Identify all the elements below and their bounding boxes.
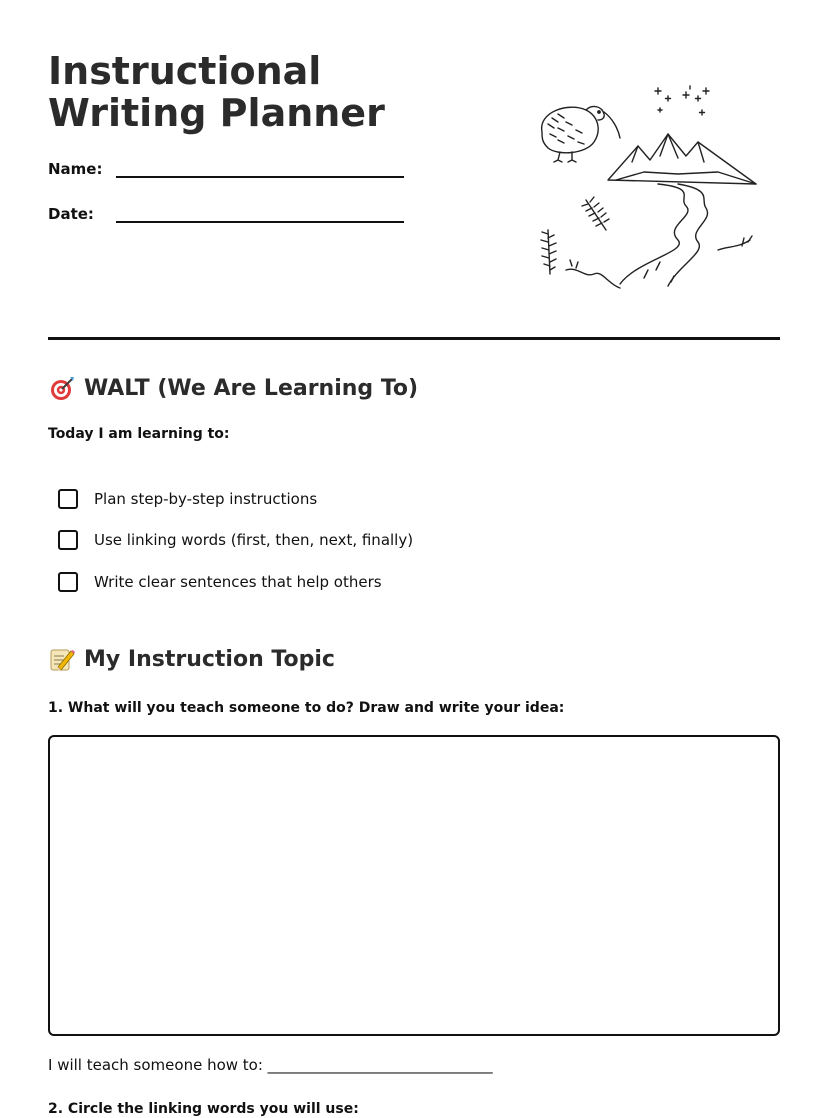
checklist-item-label: Plan step-by-step instructions xyxy=(94,490,318,508)
mountains-icon xyxy=(608,134,756,184)
name-field[interactable] xyxy=(48,158,404,178)
date-label: Date: xyxy=(48,205,94,223)
ground-icon xyxy=(566,260,620,288)
section-divider xyxy=(48,337,780,340)
checklist-item-label: Use linking words (first, then, next, finally) xyxy=(94,531,414,549)
walt-intro: Today I am learning to: xyxy=(48,426,230,442)
kiwi-mountains-illustration xyxy=(528,80,768,295)
memo-pencil-icon xyxy=(48,645,76,673)
topic-heading xyxy=(48,645,335,673)
date-line[interactable] xyxy=(116,203,404,223)
teach-prompt[interactable]: I will teach someone how to: ______________________________ xyxy=(48,1056,493,1074)
stars-icon xyxy=(655,86,709,115)
topic-heading-text: My Instruction Topic xyxy=(84,646,335,672)
walt-checklist-item[interactable] xyxy=(58,572,382,592)
checkbox[interactable] xyxy=(58,530,78,550)
walt-checklist-item[interactable] xyxy=(58,489,317,509)
question-2: 2. Circle the linking words you will use: xyxy=(48,1101,359,1117)
name-label: Name: xyxy=(48,160,103,178)
date-field[interactable] xyxy=(48,203,404,223)
question-1: 1. What will you teach someone to do? Draw and write your idea: xyxy=(48,700,565,716)
checkbox[interactable] xyxy=(58,572,78,592)
fern-icon xyxy=(541,197,609,274)
walt-heading xyxy=(48,374,418,402)
walt-heading-text: WALT (We Are Learning To) xyxy=(84,375,419,401)
river-icon xyxy=(620,184,752,286)
page-title: Instructional Writing Planner xyxy=(48,49,385,135)
walt-checklist-item[interactable] xyxy=(58,530,413,550)
kiwi-bird-icon xyxy=(542,107,620,162)
drawing-area[interactable] xyxy=(48,735,780,1036)
target-dart-icon xyxy=(48,374,76,402)
name-line[interactable] xyxy=(116,158,404,178)
checkbox[interactable] xyxy=(58,489,78,509)
checklist-item-label: Write clear sentences that help others xyxy=(94,573,382,591)
